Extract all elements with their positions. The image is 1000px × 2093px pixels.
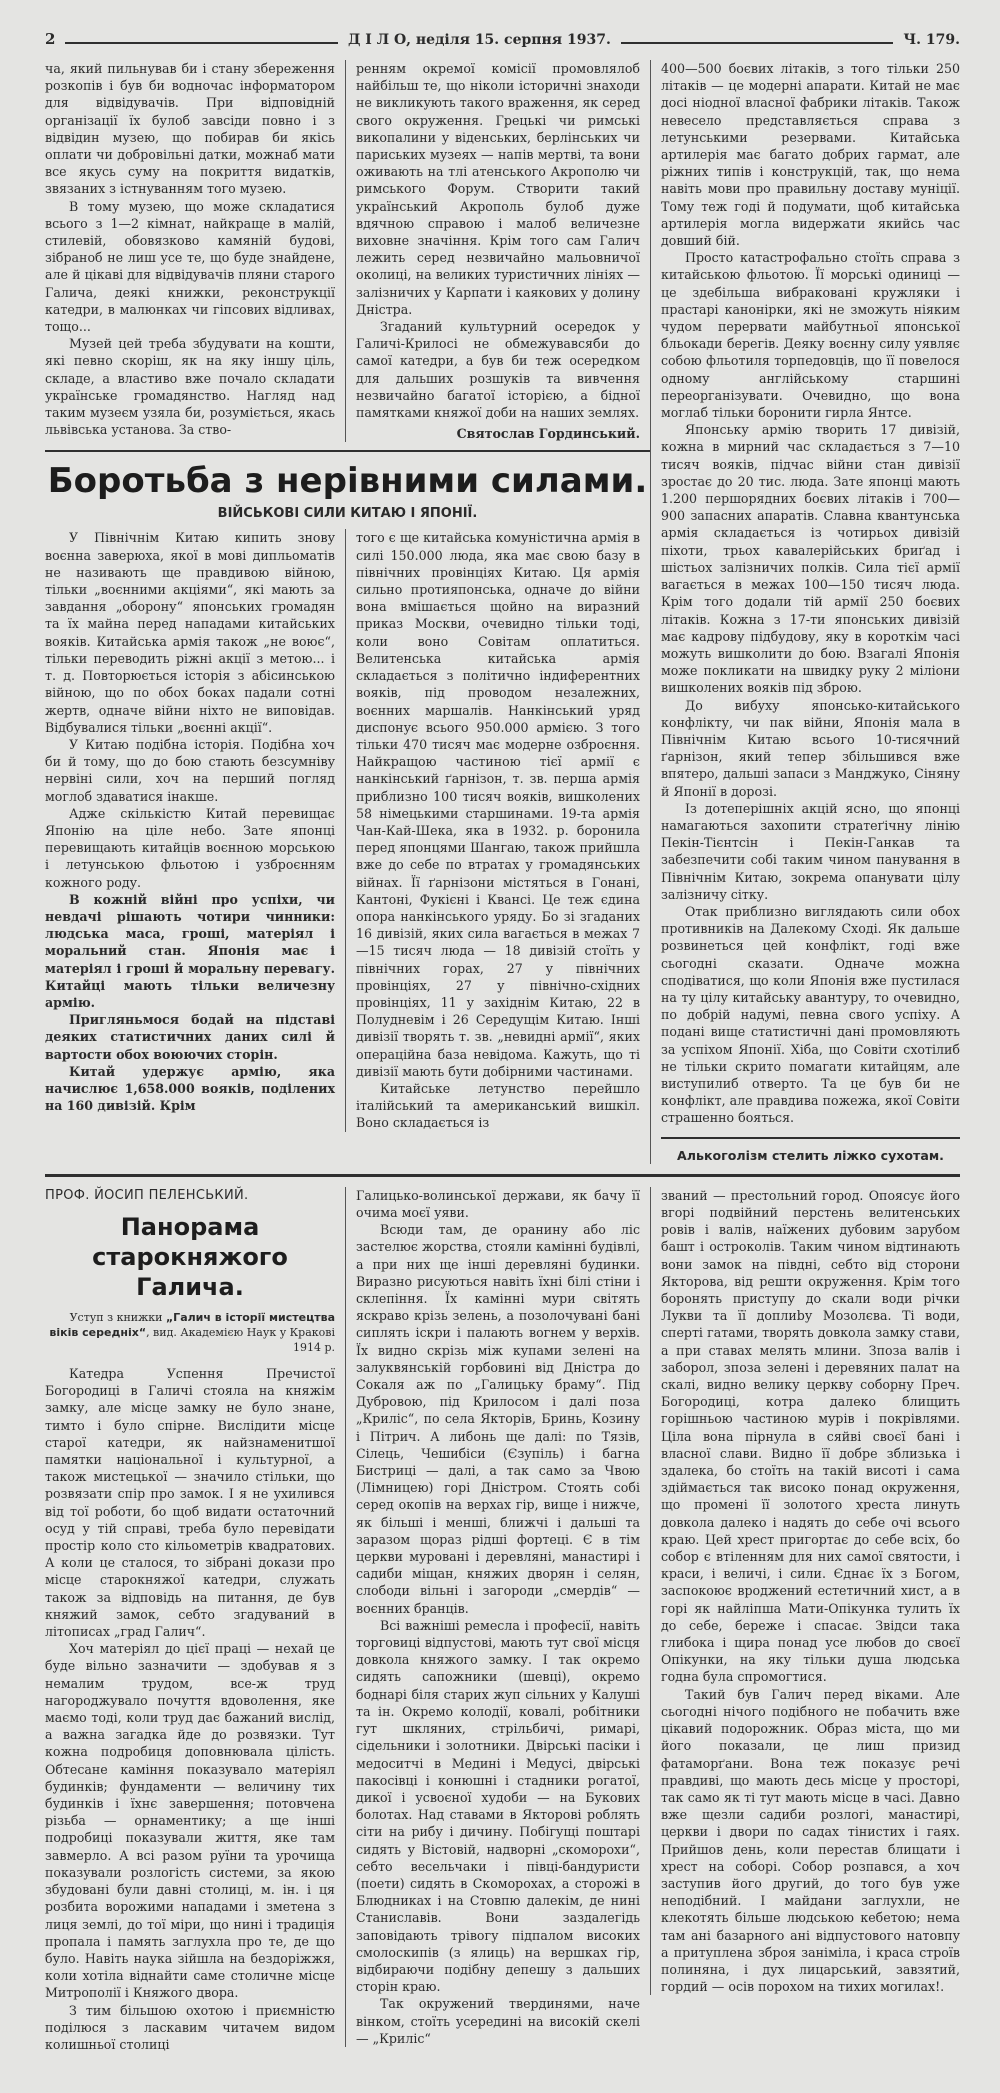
- paragraph: Китайське летунство перейшло італійський та американський вишкіл. Воно складається із: [356, 1080, 640, 1131]
- section-rule: [45, 1174, 960, 1177]
- galych-article-column-1: [45, 1187, 345, 2053]
- paragraph: Китай удержує армію, яка начислює 1,658.000 вояків, поділених на 160 дивізій. Крім: [45, 1063, 335, 1114]
- masthead-row: [45, 30, 960, 48]
- excerpt-suffix: , вид. Академією Наук у Кракові 1914 р.: [146, 1326, 335, 1354]
- title-line-1: Панорама: [120, 1213, 260, 1241]
- paragraph: Пригляньмося бодай на підставі деяких статистичних даних силі й вартости обох воюючих сторін.: [45, 1012, 335, 1062]
- paragraph: З тим більшою охотою і приємністю поділюся з ласкавим читачем видом колишньої столиці: [45, 2002, 335, 2052]
- war-article-headline: Боротьба з нерівними силами.: [47, 461, 648, 502]
- section-rule: [45, 450, 650, 452]
- page-number: 2: [45, 30, 56, 48]
- paragraph: того є ще китайська комуністична армія в силі 150.000 люда, яка має свою базу в північних провінціях Китаю. Ця армія сильно протияпонська, одначе до війни вона вмішається щойно на виразний приказ Москви, очевидно тільки тоді, коли воно Совітам оплатиться. Велитенська китайська армія складається з політично індиферентних вояків, під проводом незалежних, воєнних маршалів. Нанкінський уряд диспонує всього 950.000 армією. З того тільки 470 тисяч має модерне озброєння. Найкращою частиною тієї армії є нанкінський ґарнізон, т. зв. перша армія приблизно 100 тисяч вояків, вишколених 58 німецькими старшинами. 19-та армія Чан-Кай-Шека, яка в 1932. р. боронила перед японцями Шангаю, також прийшла вже до себе по втратах у громадянських війнах. Її ґарнізони містяться в Гонані, Кантоні, Фукієні і Квансі. Це теж єдина опора нанкінського уряду. Бо зі згаданих 16 дивізій, яких сила вагається в межах 7—15 тисяч люда — 18 дивізій стоїть у північних горах, 27 у північних провінціях, 27 у північно-східних провінціях, 11 у західнім Китаю, 22 в Полудневім і 26 Середущім Китаю. Інші дивізії творять т. зв. „невидні армії“, яких операційна база невідома. Кажуть, що ті дивізії мають бути добірними частинами.: [356, 530, 640, 1079]
- galych-article-column-2: [345, 1187, 650, 2047]
- paragraph: Згаданий культурний осередок у Галичі-Крилосі не обмежувавсяби до самої катедри, а був би теж осередком для дальших розшуків та вивчення незвичайно багатої історією, а бідної памятками княжої доби на наших землях.: [356, 319, 640, 421]
- paragraph: У Китаю подібна історія. Подібна хоч би й тому, що до бою стають безсумніву нервіні сили, хоч на перший погляд моглоб здаватися інакше.: [45, 736, 335, 804]
- paragraph: Катедра Успення Пречистої Богородиці в Галичі стояла на княжім замку, але місце замку не було знане, тимто і було спірне. Вислідити місце старої катедри, як найзнаменитшої памятки національної і культурної, а також мистецької — значило стільки, що розвязати спір про замок. І я не ухилився від тої роботи, бо щоб видати остаточний осуд у тій справі, треба було перевідати простір коло сто кільометрів квадратових. А коли це сталося, то зібрані докази про місце старокняжої катедри, служать також за відповідь на питання, де був княжий замок, себто згадуваний в літописах „град Галич“.: [45, 1366, 335, 1640]
- galych-article-column-3: [650, 1187, 960, 1996]
- article-author: ПРОФ. ЙОСИП ПЕЛЕНСЬКИЙ.: [45, 1187, 249, 1203]
- paragraph: Хоч матеріял до цієї праці — нехай це буде вільно зазначити — здобував я з немалим трудом, все-ж труд нагороджувало почуття вдоволення, яке маємо тоді, коли труд дає бажаний вислід, а важна загадка йде до розвязки. Тут кожна подробиця доповнювала цілість. Обтесане каміння показувало матеріял будинків; фундаменти — величину тих будинків і їхнє завершення; потовчена різьба — орнаментику; а ще інші подробиці показували життя, яке там завмерло. А всі разом руїни та урочища показували розлогість системи, за якою збудовані були давні столиці, м. ін. і ця розбита ворожими нападами і зметена з лиця землі, до тої міри, що нині і традиція пропала і память заглухла про те, де що було. Навіть наука зійшла на бездоріжжя, коли хотіла віднайти саме столичне місце Митрополії і Княжого двора.: [45, 1641, 335, 2001]
- excerpt-note: [45, 1310, 335, 1355]
- paragraph: До вибуху японсько-китайського конфлікту, чи пак війни, Японія мала в Північнім Китаю всього 10-тисячний ґарнізон, який тепер збільшився вже впятеро, дальші запаси з Манджуко, Сіняну й Японії в дорозі.: [661, 697, 960, 799]
- paragraph: Так окружений твердинями, наче вінком, стоїть усередині на високій скелі — „Криліс“: [356, 1996, 640, 2046]
- paragraph: В тому музею, що може складатися всього з 1—2 кімнат, найкраще в малій, стилевій, обовязково камяній будові, зібраноб не лиш усе те, що буде знайдене, але й цікаві для відвідувачів пляни старого Галича, деякі книжки, реконструкції катедри, в малюнках чи гіпсових відливах, тощо...: [45, 198, 335, 335]
- war-article-column-3: [650, 60, 960, 1164]
- paragraph: Всюди там, де оранину або ліс застелює жорства, стояли камінні будівлі, а при них ще інші деревляні будинки. Виразно рисуються навіть їхні білі стіни і склепіння. Їх камінні мури світять яскраво крізь зелень, а позолочувані бані сиплять іскри і палають вогнем у верхів. Їх видно скрізь між купами зелені на залуквянській горбовині від Дністра до Сокаля аж по „Галицьку браму“. Під Дубровою, під Крилосом і далі поза „Криліс“, по села Якторів, Бринь, Козину і Пітрич. А либонь ще далі: по Тязів, Сілець, Чешибіси (Єзупіль) і багна Бистриці — далі, а так само за Чвою (Лімницею) горі Дністром. Стоять собі серед окопів на верхах гір, вище і нижче, як більші і менші, ближчі і дальші та заразом щораз рідші фортеці. Є в тім церкви муровані і деревляні, манастирі і садиби міщан, княжих дворян і селян, слободи вільні і загороди „смердів“ — воєнних бранців.: [356, 1222, 640, 1616]
- left-block: [45, 60, 650, 1132]
- excerpt-prefix: Уступ з книжки: [69, 1311, 166, 1324]
- top-section: [45, 60, 960, 1164]
- war-article-subheadline: ВІЙСЬКОВІ СИЛИ КИТАЮ І ЯПОНІЇ.: [217, 506, 478, 522]
- paragraph: Японську армію творить 17 дивізій, кожна в мирний час складається з 7—10 тисяч вояків, підчас війни стан дивізії зростає до 20 тис. люда. Зате японці мають 1.200 першорядних боєвих літаків і 700—900 запасних апаратів. Славна квантунська армія складається із чотирьох дивізій піхоти, трьох кавалерійських бриґад і шістьох залізничих полків. Сила тієї армії вагається в межах 100—150 тисяч люда. Крім того додали тій армії 250 боєвих літаків. Кожна з 17-ти японських дивізій має кадрову підбудову, яку в короткім часі можуть вишколити до бою. Взагалі Японія може покликати на швидку руку 2 міліони вишколених вояків під зброю.: [661, 422, 960, 696]
- article-signature: Святослав Гординський.: [456, 426, 640, 442]
- paragraph: ча, який пильнував би і стану збереження розкопів і був би водночас інформатором для відвідувачів. При відповідній організації їх булоб завсіди повно і з відвідин музею, що побирав би якісь оплати чи добровільні датки, можнаб мати все якусь суму на покриття видатків, звязаних з істнуванням того музею.: [45, 61, 335, 197]
- title-line-2: старокняжого Галича.: [92, 1243, 288, 1301]
- paragraph: Галицько-волинської держави, як бачу її очима моєї уяви.: [356, 1187, 640, 1220]
- newspaper-masthead: Д І Л О, неділя 15. серпня 1937.: [347, 32, 611, 48]
- war-article-column-1: [45, 529, 345, 1114]
- paragraph: В кожній війні про успіхи, чи невдачі рішають чотири чинники: людська маса, гроші, матеріял і моральний стан. Японія має і матеріял і гроші й моральну перевагу. Китайці мають тільки величезну армію.: [45, 891, 335, 1010]
- museum-article: [45, 60, 650, 442]
- paragraph: 400—500 боєвих літаків, з того тільки 250 літаків — це модерні апарати. Китай не має досі ніодної власної фабрики літаків. Також невесело представляється справа з летунськими резервами. Китайська артилерія має багато добрих гармат, але ріжних типів і конструкцій, так, що нема навіть мови про правильну доставу муніції. Тому теж годі й подумати, щоб китайська артилерія могла видержати якийсь час довший бій.: [661, 61, 960, 249]
- paragraph: званий — престольний город. Опоясує його вгорі подвійний перстень велитенських ровів і валів, наїжених дубовим зарубом башт і остроколів. Таким чином відтинають вони замок на півдні, себто від сторони Якторова, від решти окруження. Крім того боронять приступу до скали води річки Лукви та її доплиbу Мозолєва. Ті води, сперті гатами, творять довкола замку стави, а при ставах мелять млини. Зпоза валів і заборол, зпоза зелені і деревяних палат на скалі, видно велику церкву соборну Преч. Богородиці, котра далеко блищить горішньою частиною мурів і покрівлями. Ціла вона пірнула в сяйві своєї бані і власної слави. Видно її добре зблизька і здалека, бо стоїть на такій висоті і сама здіймається так високо понад окруження, що промені її золотого хреста линуть довкола далеко і надять до себе очі всього краю. Цей хрест пригортає до себе всіх, бо собор є втіленням для них самої святости, і краси, і величі, і сили. Єднає їх з Богом, заспокоює вроджений естетичний хист, а в горі як найліпша Мати-Опікунка тулить їх до себе, береже і спасає. Звідси така глибока і щира понад усе любов до своєї Опікунки, на яку тільки душа людська годна була спромогтися.: [661, 1187, 960, 1685]
- galych-article-title: [45, 1212, 335, 1302]
- museum-article-left-column: [45, 60, 345, 438]
- museum-article-right-column: [345, 60, 650, 442]
- paragraph: Із дотеперішніх акцій ясно, що японці намагаються захопити стратеґічну лінію Пекін-Тієнтсін і Пекін-Ганкав та забезпечити собі таким чином панування в Північнім Китаю, зокрема опанувати цілу залізничу сітку.: [661, 800, 960, 902]
- slogan: Алькоголізм стелить ліжко сухотам.: [661, 1137, 960, 1164]
- paragraph: У Північнім Китаю кипить знову воєнна заверюха, якої в мові дипльоматів не називають ще правдивою війною, тільки „воєнними акціями“, які мають за завдання „оборону“ японських громадян та їх майна перед нападами китайських вояків. Китайська армія також „не воює“, тільки переводить ріжні акції з метою... і т. д. Повторюється історія з абісинською війною, що по обох боках падали сотні жертв, одначе війни ніхто не виповідав. Відбувалися тільки „воєнні акції“.: [45, 530, 335, 735]
- header-rule-left: [65, 42, 338, 44]
- header-rule-right: [621, 42, 894, 44]
- war-article-body: [45, 529, 650, 1131]
- paragraph: Отак приблизно виглядають сили обох противників на Далекому Сході. Як дальше розвинеться цей конфлікт, годі вже сьогодні сказати. Одначе можна сподіватися, що коли Японія вже пустилася на ту цілу китайську авантуру, то очевидно, по добрій надумі, певна свого успіху. А подані вище статистичні дані промовляють за успіхом Японії. Хіба, що Совіти схотілиб не тільки скрито помагати китайцям, але виступилиб отверто. Та це був би не конфлікт, але правдива пожежа, якої Совіти страшенно бояться.: [661, 903, 960, 1126]
- paragraph: Адже скількістю Китай перевищає Японію на ціле небо. Зате японці перевищають китайців воєнною морською і летунською фльотою і узброєнням кожного роду.: [45, 805, 335, 890]
- paragraph: Просто катастрофально стоїть справа з китайською фльотою. Її морські одиниці — це здебільша вибраковані кружляки і прастарі канонірки, які не зможуть ніяким чудом перервати майбутньої японської бльокади берегів. Деяку воєнну силу уявляє собою фльотиля торпедовців, що її повелося одному англійському старшині переорганізувати. Очевидно, що вона моглаб тільки боронити гирла Янтсе.: [661, 250, 960, 421]
- paragraph: Такий був Галич перед віками. Але сьогодні нічого подібного не побачить вже цікавий подорожник. Образ міста, що ми його показали, це лиш призид фатаморґани. Вона теж показує речі правдиві, що мають десь місце у просторі, так само як ті тут мають місце в часі. Давно вже щезли садиби розлогі, манастирі, церкви і двори по садах тінистих і гаях. Прийшов день, коли перестав блищати і хрест на соборі. Собор розпався, а хоч заступив його другий, до того був уже неподібний. І майдани заглухли, не клекотять більше людською кебетою; нема там ані базарного ані відпустового натовпу а притуплена зброя заніміла, і краса строїв полиняна, і дух лицарський, завзятий, гордий — осів порохом на тихих могилах!.: [661, 1686, 960, 1995]
- paragraph: ренням окремої комісії промовлялоб найбільш те, що ніколи історичні знаходи не викликують такого враження, як серед свого окруження. Грецькі чи римські викопалини у віденських, берлінських чи париських музеях — напів мертві, та вони оживають на тлі атенського Акрополю чи римського Форум. Створити такий український Акрополь булоб дуже вдячною справою і малоб величезне виховне значіння. Крім того сам Галич лежить серед незвичайно мальовничої околиці, на великих туристичних лініях — залізничих у Карпати і каякових у долину Дністра.: [356, 61, 640, 317]
- galych-article: [45, 1187, 960, 2053]
- excerpt-book-title: „Галич в історії мистецтва віків середніх“: [49, 1311, 335, 1339]
- paragraph: Музей цей треба збудувати на кошти, які певно скоріш, як на яку іншу ціль, складе, а властиво вже почало складати українське громадянство. Нагляд над таким музеєм узяла би, розуміється, якась львівська установа. За ство-: [45, 336, 335, 438]
- paragraph: Всі важніші ремесла і професії, навіть торговиці відпустові, мають тут свої місця довкола княжого замку. І так окремо сидять сапожники (шевці), окремо боднарі біля старих жуп сільних у Калуші та ін. Окремо колодії, ковалі, робітники гут шкляних, стрільбичі, римарі, сідельники і золотники. Двірські пасіки і медоситчі в Медині і Медусі, двірські пакосівці і конюшні і стадники рогатої, дикої і усвоєної худоби — на Букових болотах. Над ставами в Якторові роблять сіти на рибу і дичину. Побігущі поштарі сидять у Вістовій, надворні „скоморохи“, себто весельчаки і півці-бандуристи (поети) сидять в Скоморохах, а сторожі в Блюдниках і на Стовпю далекім, де нині Станиславів. Вони заздалегідь заповідають трівогу підпалом високих смолоскипів (з ялиць) на вершках гір, відбираючи подібну депешу з дальших сторін краю.: [356, 1617, 640, 1995]
- war-article-column-2: [345, 529, 650, 1131]
- issue-number: Ч. 179.: [903, 32, 961, 48]
